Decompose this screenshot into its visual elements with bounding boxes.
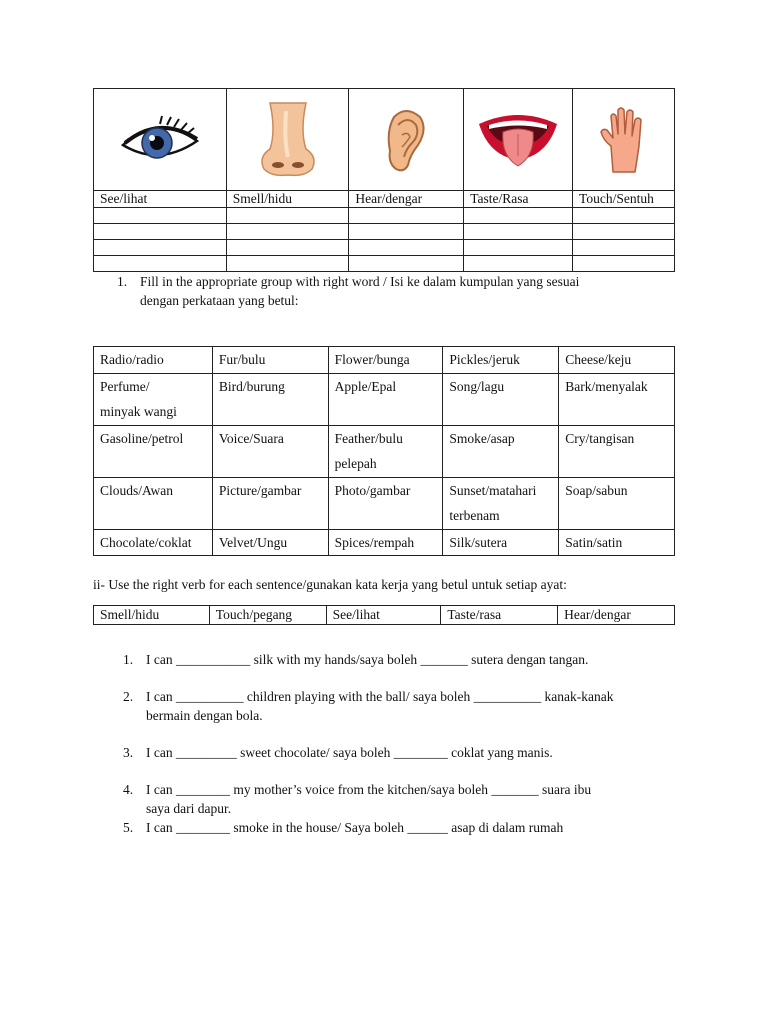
- sentence-number: 2.: [123, 689, 134, 704]
- word-cell: [559, 477, 675, 529]
- word-cell-text: Radio/radio: [100, 352, 164, 367]
- mouth-tongue-icon: [477, 110, 559, 170]
- blank-cell[interactable]: [349, 208, 464, 224]
- verb-cell: Taste/rasa: [441, 606, 558, 625]
- word-cell-text: Cry/tangisan: [565, 430, 635, 446]
- word-cell: [443, 347, 559, 374]
- word-cell-text: Sunset/matahari: [449, 482, 537, 498]
- word-cell: [212, 425, 328, 477]
- word-cell: [94, 425, 213, 477]
- sentence-number: 3.: [123, 745, 134, 760]
- word-cell-text: Bird/burung: [218, 378, 285, 394]
- word-cell-text: Fur/bulu: [218, 352, 266, 367]
- blank-cell[interactable]: [464, 224, 573, 240]
- word-cell-text: Soap/sabun: [565, 482, 628, 498]
- word-cell: [443, 477, 559, 529]
- blank-cell[interactable]: [226, 208, 349, 224]
- sentence-line: I can __________ children playing with the ball/ saya boleh __________ kanak-kanak: [146, 689, 614, 704]
- sentence-line: saya dari dapur.: [146, 801, 232, 816]
- sense-label: Hear/dengar: [349, 191, 464, 208]
- sentence-number: 4.: [123, 782, 134, 797]
- word-cell: [328, 373, 443, 425]
- blank-cell[interactable]: [94, 208, 227, 224]
- word-cell: [328, 477, 443, 529]
- blank-cell[interactable]: [573, 240, 675, 256]
- word-cell: [212, 347, 328, 374]
- word-row: [94, 347, 675, 374]
- verb-table: [93, 605, 675, 625]
- blank-cell[interactable]: [226, 240, 349, 256]
- word-cell-text: pelepah: [334, 456, 377, 471]
- blank-cell[interactable]: [349, 224, 464, 240]
- senses-table: [93, 88, 675, 272]
- sentence-item: [117, 818, 677, 837]
- blank-cell[interactable]: [226, 256, 349, 272]
- blank-cell[interactable]: [464, 240, 573, 256]
- word-cell-text: Velvet/Ungu: [218, 534, 288, 550]
- word-cell: [328, 347, 443, 374]
- instruction-2: ii- Use the right verb for each sentence/gunakan kata kerja yang betul untuk setiap ayat:: [93, 577, 567, 592]
- word-cell: [443, 529, 559, 556]
- sentence-item: [117, 650, 677, 669]
- sentence-item: [117, 780, 677, 818]
- sense-label: See/lihat: [94, 191, 227, 208]
- sentence-list: [117, 650, 677, 837]
- word-cell: [443, 373, 559, 425]
- word-cell-text: Cheese/keju: [565, 352, 632, 367]
- sentence-line: I can _________ sweet chocolate/ saya boleh ________ coklat yang manis.: [146, 745, 553, 760]
- instruction-1: [117, 272, 677, 310]
- word-cell-text: Smoke/asap: [449, 430, 515, 446]
- word-cell-text: Satin/satin: [565, 534, 623, 550]
- blank-cell[interactable]: [464, 208, 573, 224]
- sentence-line: I can ________ my mother’s voice from the kitchen/saya boleh _______ suara ibu: [146, 782, 592, 797]
- ear-cell: [349, 89, 464, 191]
- blank-cell[interactable]: [94, 224, 227, 240]
- word-row: [94, 373, 675, 425]
- eye-cell: [94, 89, 227, 191]
- hand-cell: [573, 89, 675, 191]
- word-cell-text: Clouds/Awan: [100, 482, 174, 498]
- word-cell-text: Bark/menyalak: [565, 378, 648, 394]
- word-cell: [212, 529, 328, 556]
- word-cell-text: Spices/rempah: [334, 534, 415, 550]
- blank-cell[interactable]: [349, 256, 464, 272]
- verb-cell: Smell/hidu: [94, 606, 210, 625]
- blank-cell[interactable]: [349, 240, 464, 256]
- word-table: [93, 346, 675, 556]
- word-cell-text: Silk/sutera: [449, 534, 508, 550]
- blank-cell[interactable]: [573, 208, 675, 224]
- word-cell-text: Perfume/: [100, 378, 150, 394]
- blank-cell[interactable]: [94, 256, 227, 272]
- word-cell-text: Flower/bunga: [334, 352, 410, 367]
- word-cell-text: Apple/Epal: [334, 378, 397, 394]
- sentence-line: I can ________ smoke in the house/ Saya boleh ______ asap di dalam rumah: [146, 820, 564, 835]
- word-cell: [559, 347, 675, 374]
- word-cell-text: Feather/bulu: [334, 430, 403, 446]
- sentence-number: 1.: [123, 652, 134, 667]
- word-cell-text: terbenam: [449, 508, 500, 523]
- nose-icon: [256, 101, 320, 179]
- word-cell: [328, 529, 443, 556]
- word-cell-text: Voice/Suara: [218, 430, 284, 446]
- nose-cell: [226, 89, 349, 191]
- word-cell: [212, 373, 328, 425]
- word-cell: [559, 425, 675, 477]
- instruction-number: 1.: [117, 274, 128, 289]
- sentence-line: I can ___________ silk with my hands/saya boleh _______ sutera dengan tangan.: [146, 652, 589, 667]
- verb-cell: Touch/pegang: [209, 606, 326, 625]
- word-row: [94, 425, 675, 477]
- blank-cell[interactable]: [573, 224, 675, 240]
- word-cell: [212, 477, 328, 529]
- ear-icon: [384, 107, 428, 173]
- sense-label: Smell/hidu: [226, 191, 349, 208]
- blank-cell[interactable]: [226, 224, 349, 240]
- word-cell: [94, 347, 213, 374]
- word-cell: [559, 529, 675, 556]
- word-cell: [328, 425, 443, 477]
- sentence-item: [117, 743, 677, 762]
- blank-cell[interactable]: [573, 256, 675, 272]
- word-cell: [559, 373, 675, 425]
- word-cell-text: Photo/gambar: [334, 482, 411, 498]
- instruction-line: Fill in the appropriate group with right word / Isi ke dalam kumpulan yang sesuai: [140, 274, 580, 289]
- eye-icon: [119, 115, 201, 165]
- blank-cell[interactable]: [464, 256, 573, 272]
- word-cell-text: Gasoline/petrol: [100, 430, 184, 446]
- verb-cell: Hear/dengar: [558, 606, 675, 625]
- word-row: [94, 529, 675, 556]
- sentence-item: [117, 687, 677, 725]
- word-cell-text: Picture/gambar: [218, 482, 302, 498]
- sentence-number: 5.: [123, 820, 134, 835]
- word-row: [94, 477, 675, 529]
- word-cell-text: Chocolate/coklat: [100, 534, 192, 550]
- verb-cell: See/lihat: [326, 606, 441, 625]
- word-cell-text: minyak wangi: [100, 404, 177, 419]
- mouth-cell: [464, 89, 573, 191]
- blank-cell[interactable]: [94, 240, 227, 256]
- word-cell: [94, 477, 213, 529]
- sense-label: Touch/Sentuh: [573, 191, 675, 208]
- instruction-line: dengan perkataan yang betul:: [140, 293, 299, 308]
- word-cell-text: Pickles/jeruk: [449, 352, 520, 367]
- sense-label: Taste/Rasa: [464, 191, 573, 208]
- word-cell: [443, 425, 559, 477]
- word-cell-text: Song/lagu: [449, 378, 505, 394]
- word-cell: [94, 373, 213, 425]
- sentence-line: bermain dengan bola.: [146, 708, 263, 723]
- hand-icon: [599, 106, 649, 174]
- word-cell: [94, 529, 213, 556]
